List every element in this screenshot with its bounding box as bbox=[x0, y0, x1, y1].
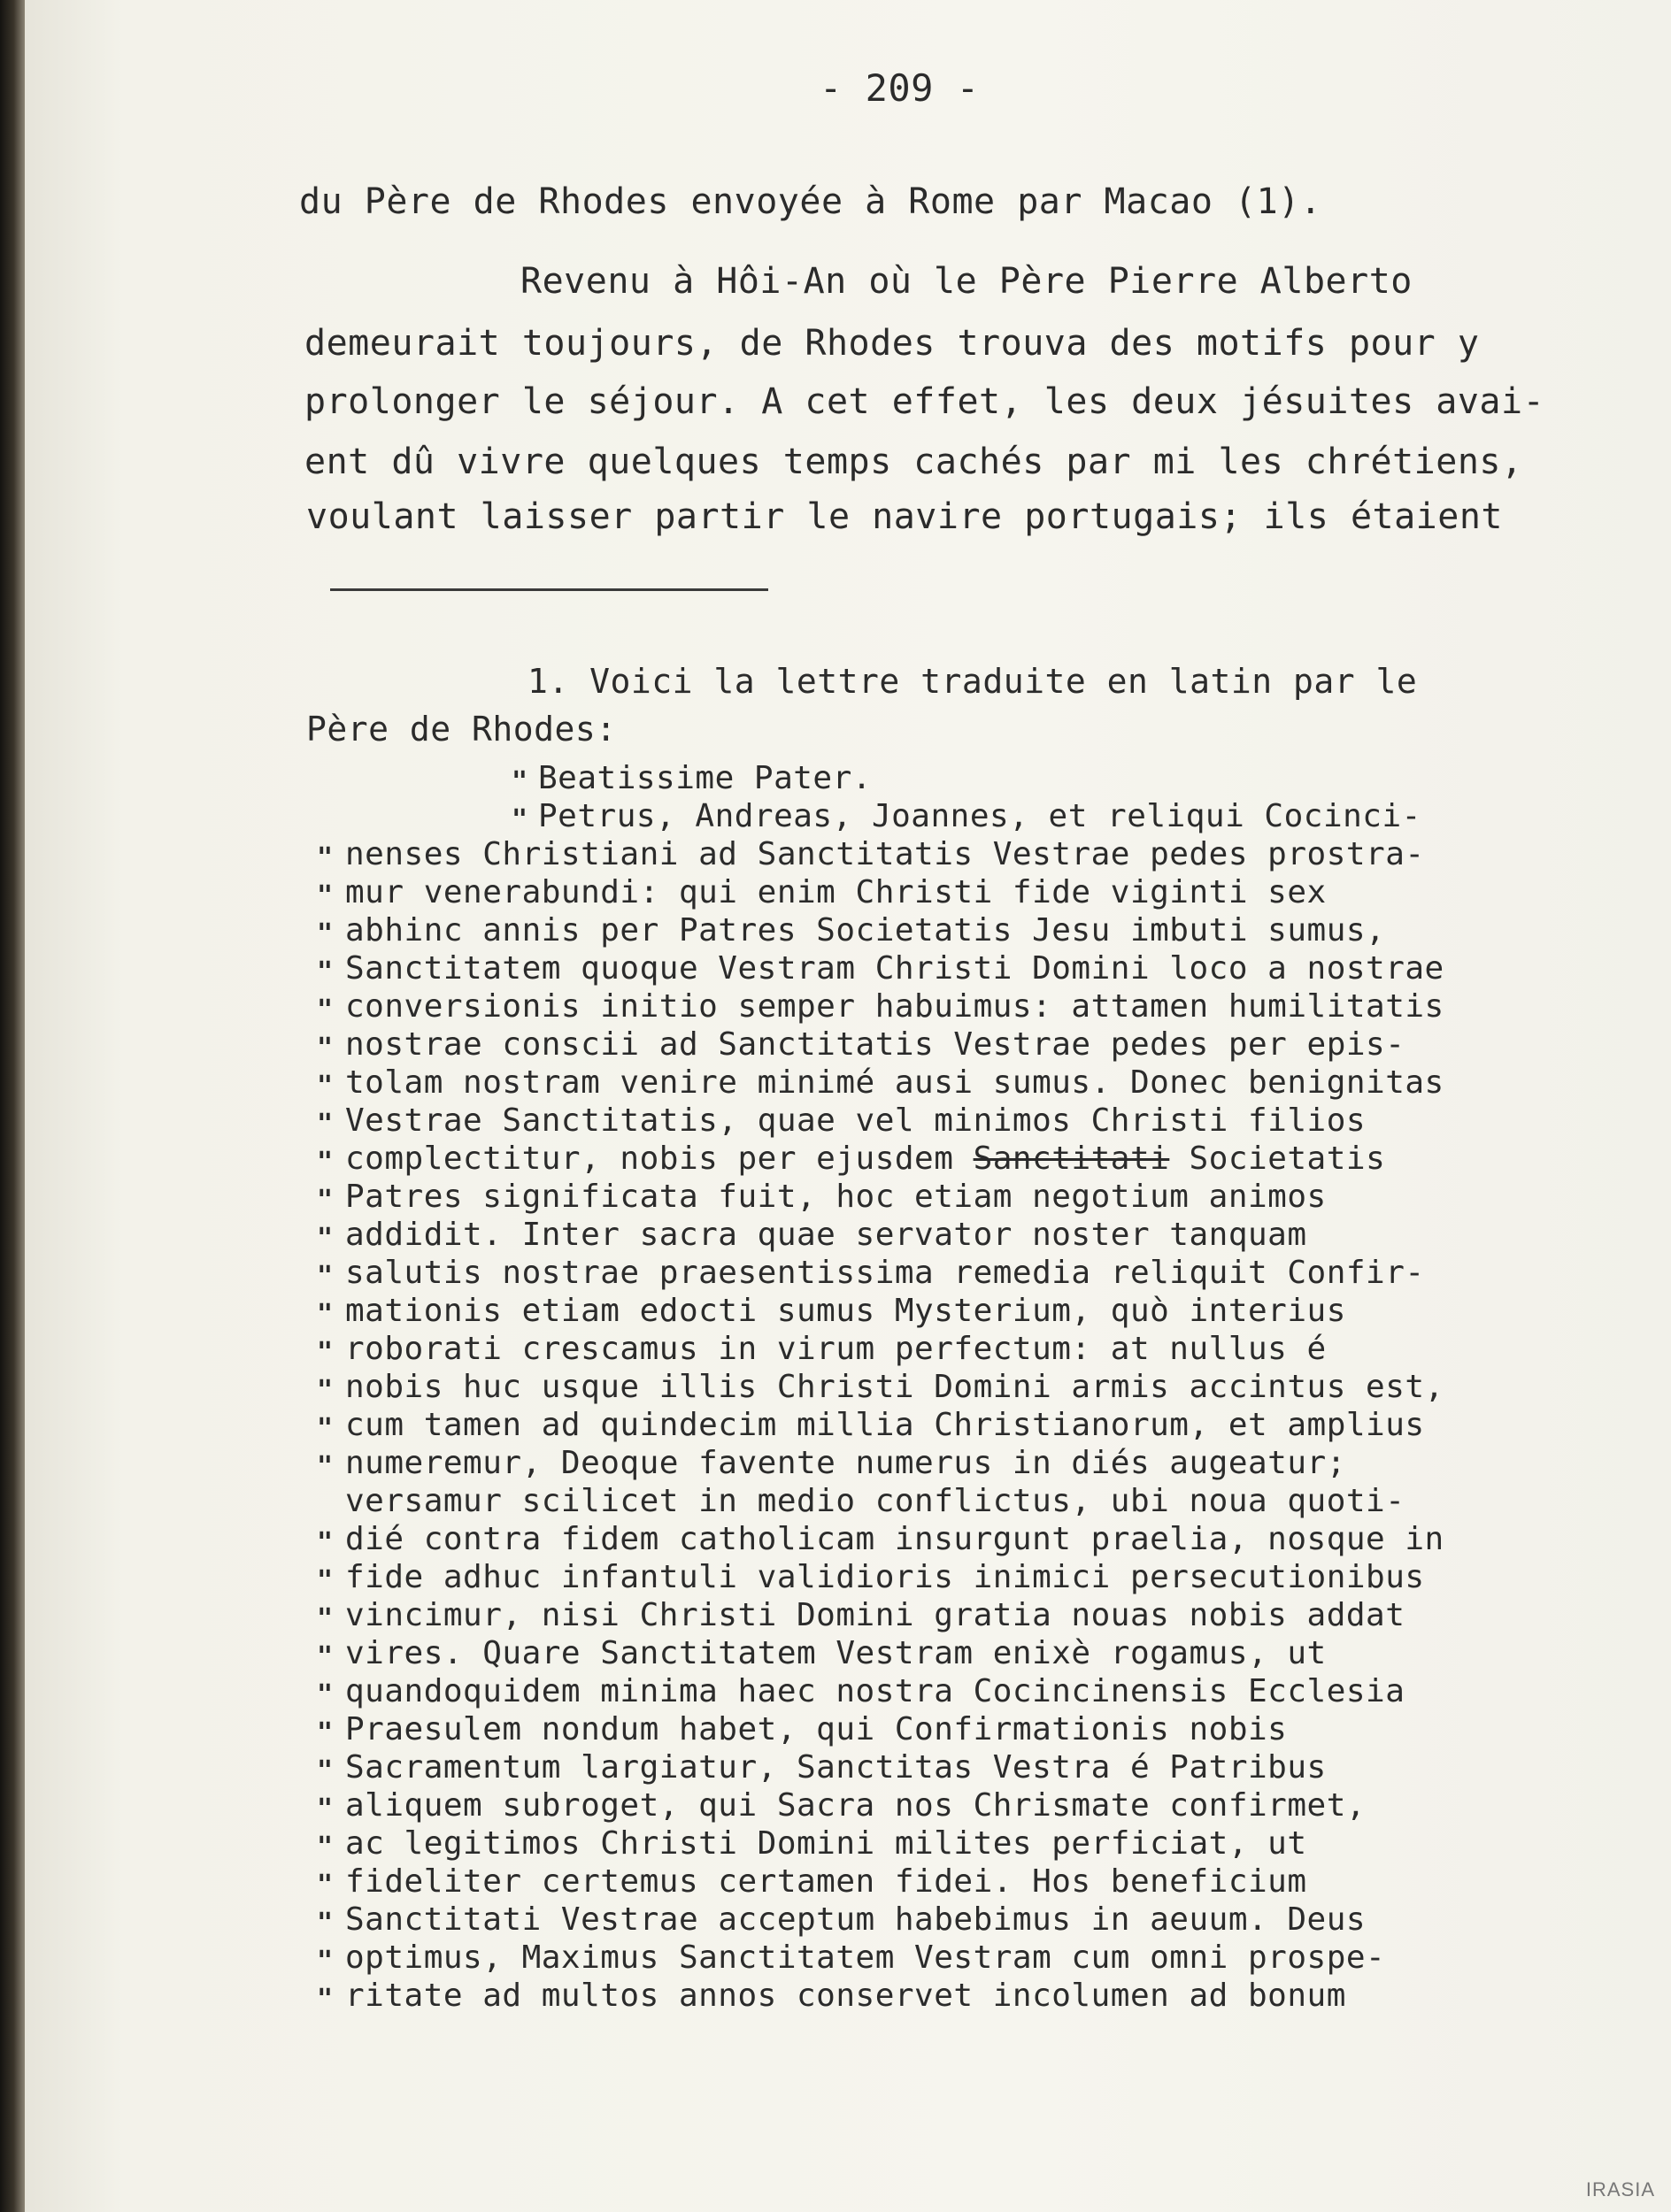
quote-mark: " bbox=[317, 1147, 334, 1178]
quote-mark: " bbox=[317, 1755, 334, 1786]
letter-line: mationis etiam edocti sumus Mysterium, quò interius bbox=[345, 1293, 1346, 1329]
letter-line: tolam nostram venire minimé ausi sumus. Donec benignitas bbox=[345, 1064, 1444, 1101]
quote-mark: " bbox=[317, 1185, 334, 1216]
quote-mark: " bbox=[317, 842, 334, 873]
quote-mark: " bbox=[317, 1793, 334, 1824]
body-line: ent dû vivre quelques temps cachés par mi les chrétiens, bbox=[304, 442, 1523, 482]
quote-mark: " bbox=[317, 1908, 334, 1939]
quote-mark: " bbox=[317, 1984, 334, 2015]
letter-line: Vestrae Sanctitatis, quae vel minimos Christi filios bbox=[345, 1102, 1367, 1139]
letter-line: numeremur, Deoque favente numerus in diés augeatur; bbox=[345, 1445, 1346, 1481]
quote-mark: " bbox=[317, 995, 334, 1025]
letter-line: vires. Quare Sanctitatem Vestram enixè rogamus, ut bbox=[345, 1635, 1327, 1671]
book-binding-edge bbox=[0, 0, 25, 2212]
letter-line: fide adhuc infantuli validioris inimici persecutionibus bbox=[345, 1559, 1425, 1595]
quote-mark: " bbox=[317, 1527, 334, 1558]
quote-mark: " bbox=[317, 1870, 334, 1901]
letter-line: roborati crescamus in virum perfectum: at nullus é bbox=[345, 1331, 1327, 1367]
quote-mark: " bbox=[317, 1033, 334, 1064]
quote-mark: " bbox=[317, 1375, 334, 1406]
document-page bbox=[25, 0, 1671, 2212]
letter-line: cum tamen ad quindecim millia Christianorum, et amplius bbox=[345, 1407, 1425, 1443]
quote-mark: " bbox=[512, 804, 528, 835]
letter-line: nenses Christiani ad Sanctitatis Vestrae pedes prostra- bbox=[345, 836, 1425, 872]
footnote-intro-line: 1. Voici la lettre traduite en latin par le bbox=[527, 662, 1418, 701]
letter-line: conversionis initio semper habuimus: attamen humilitatis bbox=[345, 988, 1444, 1025]
letter-line: mur venerabundi: qui enim Christi fide viginti sex bbox=[345, 874, 1327, 910]
quote-mark: " bbox=[317, 1451, 334, 1482]
watermark: IRASIA bbox=[1585, 2178, 1655, 2200]
letter-line: aliquem subroget, qui Sacra nos Chrismate confirmet, bbox=[345, 1787, 1367, 1824]
letter-line: Sanctitatem quoque Vestram Christi Domini loco a nostrae bbox=[345, 950, 1444, 987]
quote-mark: " bbox=[317, 1223, 334, 1254]
letter-line: optimus, Maximus Sanctitatem Vestram cum omni prospe- bbox=[345, 1939, 1386, 1976]
letter-line: nobis huc usque illis Christi Domini armis accintus est, bbox=[345, 1369, 1444, 1405]
quote-mark: " bbox=[317, 1413, 334, 1444]
letter-line: nostrae conscii ad Sanctitatis Vestrae pedes per epis- bbox=[345, 1026, 1405, 1063]
letter-line: ritate ad multos annos conservet incolumen ad bonum bbox=[345, 1978, 1346, 2014]
letter-line: Petrus, Andreas, Joannes, et reliqui Cocinci- bbox=[538, 798, 1421, 834]
letter-line: dié contra fidem catholicam insurgunt praelia, nosque in bbox=[345, 1521, 1444, 1557]
quote-mark: " bbox=[317, 1565, 334, 1596]
quote-mark: " bbox=[317, 1299, 334, 1330]
quote-mark: " bbox=[317, 956, 334, 987]
quote-mark: " bbox=[317, 1832, 334, 1863]
letter-line-start: complectitur, nobis per ejusdem bbox=[345, 1141, 954, 1177]
letter-line: salutis nostrae praesentissima remedia reliquit Confir- bbox=[345, 1255, 1425, 1291]
quote-mark: " bbox=[317, 918, 334, 949]
letter-line: ac legitimos Christi Domini milites perficiat, ut bbox=[345, 1825, 1307, 1862]
quote-mark: " bbox=[317, 1603, 334, 1634]
body-line: Revenu à Hôi-An où le Père Pierre Alberto bbox=[520, 261, 1413, 302]
struck-word: Sanctitati bbox=[973, 1141, 1170, 1177]
quote-mark: " bbox=[317, 1717, 334, 1748]
quote-mark: " bbox=[317, 1641, 334, 1672]
body-line: du Père de Rhodes envoyée à Rome par Macao (1). bbox=[299, 181, 1322, 222]
body-line: prolonger le séjour. A cet effet, les deux jésuites avai- bbox=[304, 381, 1545, 422]
quote-mark: " bbox=[317, 1679, 334, 1710]
footnote-intro-line: Père de Rhodes: bbox=[306, 710, 617, 749]
letter-line-with-strikethrough bbox=[345, 1140, 1385, 1179]
quote-mark: " bbox=[317, 880, 334, 911]
letter-line: Sanctitati Vestrae acceptum habebimus in aeuum. Deus bbox=[345, 1901, 1367, 1938]
letter-line: Praesulem nondum habet, qui Confirmationis nobis bbox=[345, 1711, 1288, 1747]
footnote-separator bbox=[330, 588, 768, 591]
body-line: demeurait toujours, de Rhodes trouva des motifs pour y bbox=[304, 323, 1480, 364]
letter-line-end: Societatis bbox=[1189, 1141, 1386, 1177]
letter-line: versamur scilicet in medio conflictus, ubi noua quoti- bbox=[345, 1483, 1405, 1519]
letter-line: Sacramentum largiatur, Sanctitas Vestra é Patribus bbox=[345, 1749, 1327, 1786]
body-line: voulant laisser partir le navire portugais; ils étaient bbox=[306, 496, 1504, 537]
letter-line: Patres significata fuit, hoc etiam negotium animos bbox=[345, 1179, 1327, 1215]
quote-mark: " bbox=[317, 1946, 334, 1977]
letter-line: quandoquidem minima haec nostra Cocincinensis Ecclesia bbox=[345, 1673, 1405, 1709]
letter-line: Beatissime Pater. bbox=[538, 760, 872, 796]
letter-line: abhinc annis per Patres Societatis Jesu imbuti sumus, bbox=[345, 912, 1386, 949]
quote-mark: " bbox=[317, 1109, 334, 1140]
letter-line: addidit. Inter sacra quae servator noster tanquam bbox=[345, 1217, 1307, 1253]
quote-mark: " bbox=[512, 766, 528, 797]
quote-mark: " bbox=[317, 1337, 334, 1368]
quote-mark: " bbox=[317, 1261, 334, 1292]
quote-mark: " bbox=[317, 1071, 334, 1102]
letter-line: vincimur, nisi Christi Domini gratia nouas nobis addat bbox=[345, 1597, 1405, 1633]
letter-line: fideliter certemus certamen fidei. Hos beneficium bbox=[345, 1863, 1307, 1900]
page-number: - 209 - bbox=[820, 66, 980, 110]
